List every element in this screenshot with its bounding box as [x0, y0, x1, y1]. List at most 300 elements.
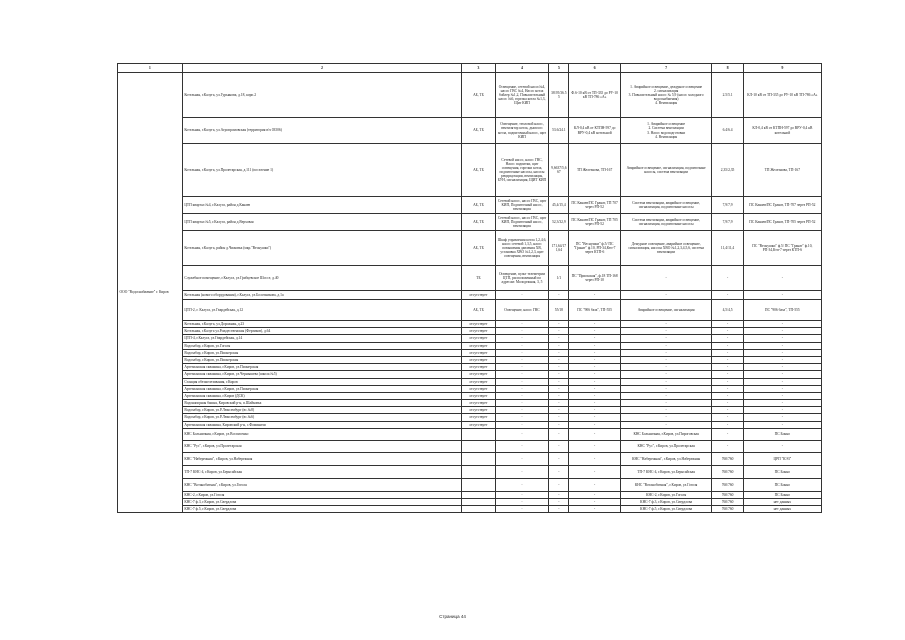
cell-col-2: ТП-7 КНС-4, г.Киров, ул.Бернсайская [182, 465, 461, 478]
cell-col-6: - [569, 321, 620, 328]
cell-col-9: КЛ-10 кВ от ТП-335 до РУ-10 кВ ТП-786 «А» [743, 73, 821, 118]
cell-col-3: АБ, ТБ [462, 144, 496, 197]
cell-col-8: 760/760 [712, 465, 743, 478]
cell-col-2: ЦТП-2, г. Калуга, ул.Гвардейская, д.12 [182, 300, 461, 321]
cell-col-3: АБ, ТБ [462, 73, 496, 118]
table-row [118, 197, 822, 214]
cell-col-5: 45,4/15,4 [549, 197, 569, 214]
cell-col-3: отсутствует [462, 321, 496, 328]
cell-col-6: - [569, 392, 620, 399]
cell-col-2: КНС "Рус", г.Киров, ул.Пролетарская [182, 440, 461, 452]
cell-col-9: ЦРП "КЭЗ" [743, 452, 821, 465]
cell-col-3 [462, 498, 496, 505]
cell-col-7: - [620, 364, 712, 371]
cell-col-9: - [743, 378, 821, 385]
cell-col-5: - [549, 291, 569, 300]
table-body [118, 64, 822, 513]
cell-col-8: - [712, 349, 743, 356]
cell-col-7: ТП-7 КНС-4, г.Киров, ул.Бернсайская [620, 465, 712, 478]
cell-col-2: ЦТП-4, г.Калуга, ул.Гвардейская, д.14 [182, 335, 461, 342]
cell-col-7: - [620, 291, 712, 300]
cell-col-6: ПС Канаев/ПС Гранат, ТП 705 через РП-52 [569, 214, 620, 231]
cell-col-4: Освещение, сетевой насос№4, насос ГВС №4, Насос котла бойлер №1,2, Повысительный насос №6, горелка котла №1,3, Щит КИП [495, 73, 549, 118]
cell-col-2: Водозабор, г.Киров, ул.Р.Люксембург (вс.№6) [182, 414, 461, 421]
cell-col-8: - [712, 407, 743, 414]
cell-col-9: нет данных [743, 498, 821, 505]
cell-col-5: - [549, 342, 569, 349]
cell-col-4: - [495, 440, 549, 452]
cell-col-4: - [495, 335, 549, 342]
table-row [118, 414, 822, 421]
cell-col-2: КНС-2, г.Киров, ул.Гоголя [182, 491, 461, 498]
table-row [118, 392, 822, 399]
cell-col-9: - [743, 328, 821, 335]
cell-col-8: 7,9/7,9 [712, 214, 743, 231]
cell-col-9: - [743, 414, 821, 421]
cell-col-4: Сетевой насос, насос ГВС, щит КИП, Подпиточный насос, вентиляция [495, 197, 549, 214]
cell-col-5: 171,64/171,64 [549, 231, 569, 266]
cell-col-4: - [495, 392, 549, 399]
cell-col-7: 1. Аварийное освещение, дежурное освещение 2. сигнализация 3. Повысительный насос № 5,9 (насос холодного водоснабжения) 4. Вентиляция [620, 73, 712, 118]
cell-col-7: Аварийное освещение, сигнализация [620, 300, 712, 321]
cell-col-7: КНС-2, г.Киров, ул.Гоголя [620, 491, 712, 498]
cell-col-5: 9,6637/5,667 [549, 144, 569, 197]
cell-col-7: - [620, 266, 712, 291]
cell-col-9: - [743, 407, 821, 414]
cell-col-6: ПС Канаев/ПС Гранат, ТП 707 через РП-52 [569, 197, 620, 214]
cell-col-2: КНС "Набережная", г.Киров, ул.Набережная [182, 452, 461, 465]
cell-col-5: - [549, 385, 569, 392]
cell-col-3: ТБ [462, 266, 496, 291]
cell-col-6: - [569, 378, 620, 385]
cell-col-4: - [495, 491, 549, 498]
cell-col-5: 1/1 [549, 266, 569, 291]
table-row [118, 505, 822, 512]
cell-col-4: - [495, 414, 549, 421]
table-row [118, 291, 822, 300]
cell-col-7: - [620, 378, 712, 385]
cell-col-6: - [569, 465, 620, 478]
cell-col-6: ПС "Веснушки" ф.5/ ПС "Гранат" ф.10, РП-34,Ктп-7 через КТП-6 [569, 231, 620, 266]
cell-col-4: - [495, 321, 549, 328]
cell-col-3: отсутствует [462, 335, 496, 342]
page-number: Страница 44 [439, 614, 466, 619]
cell-col-4: - [495, 349, 549, 356]
table-row [118, 465, 822, 478]
cell-col-8: - [712, 342, 743, 349]
cell-col-2: Водонапорная башня, Кировский р-н, п.Шайковка [182, 400, 461, 407]
cell-col-5: - [549, 421, 569, 428]
cell-col-6: КЛ-0,4 кВ от КТПН-597 до ВРУ-0,4 кВ котельной [569, 118, 620, 144]
cell-col-8: - [712, 400, 743, 407]
cell-col-2: Водозабор, г.Киров, ул.Р.Люксембург (вс.№8) [182, 407, 461, 414]
cell-col-3 [462, 440, 496, 452]
cell-col-8: - [712, 328, 743, 335]
table-row [118, 266, 822, 291]
header-cell-4: 4 [495, 64, 549, 73]
cell-col-5: - [549, 335, 569, 342]
cell-col-6: - [569, 335, 620, 342]
table-row [118, 335, 822, 342]
cell-col-9: ПС "Веснушки" ф.5/ ПС "Гранат" ф.10, РП-34,Ктп-7 через КТП-6 [743, 231, 821, 266]
cell-col-5: - [549, 498, 569, 505]
cell-col-7: - [620, 414, 712, 421]
cell-col-9: - [743, 349, 821, 356]
cell-col-4: - [495, 478, 549, 491]
table-row [118, 491, 822, 498]
cell-col-4: - [495, 452, 549, 465]
cell-col-8: 760/760 [712, 498, 743, 505]
table-row [118, 371, 822, 378]
header-cell-2: 2 [182, 64, 461, 73]
cell-col-3 [462, 428, 496, 440]
cell-col-9: - [743, 321, 821, 328]
cell-col-6: ПС "906 база", ТП-555 [569, 300, 620, 321]
cell-col-3 [462, 491, 496, 498]
cell-col-6: - [569, 414, 620, 421]
cell-col-4: - [495, 364, 549, 371]
cell-col-6: - [569, 452, 620, 465]
cell-col-9: ПС Бонно [743, 428, 821, 440]
cell-col-2: Котельная, г.Калуга ул.Рождественская (Ферзиков), д.64 [182, 328, 461, 335]
cell-col-8: 760/760 [712, 505, 743, 512]
cell-col-2: КНС-7 ф.3, г.Киров, ул.Свердлова [182, 498, 461, 505]
cell-col-2: Котельная (нового оборудования), г.Калуга, ул.Болотникова, д.1а [182, 291, 461, 300]
table-row [118, 328, 822, 335]
cell-col-6: - [569, 478, 620, 491]
table-row [118, 214, 822, 231]
cell-col-8: 7,9/7,9 [712, 197, 743, 214]
cell-col-8: 760/760 [712, 452, 743, 465]
cell-col-2: Артезианская скважина, Кировский р-н, с.Фоминичи [182, 421, 461, 428]
cell-col-6: - [569, 291, 620, 300]
cell-col-5: - [549, 505, 569, 512]
cell-col-8: - [712, 421, 743, 428]
cell-col-3: отсутствует [462, 400, 496, 407]
cell-col-5: 55/18 [549, 300, 569, 321]
cell-col-9: ПС Канаев/ПС Гранат, ТП-707 через РП-52 [743, 197, 821, 214]
cell-col-5: - [549, 478, 569, 491]
cell-col-5: - [549, 321, 569, 328]
cell-col-7: - [620, 321, 712, 328]
cell-col-7: - [620, 407, 712, 414]
cell-col-3: АБ, ТБ [462, 118, 496, 144]
cell-col-3: отсутствует [462, 328, 496, 335]
cell-col-7: Дежурное освещение, аварийное освещение, сигнализация, насосы ХВО №1,2,3,4,5,6, система вентиляции [620, 231, 712, 266]
cell-col-8: - [712, 266, 743, 291]
cell-col-3: отсутствует [462, 291, 496, 300]
cell-col-9: ПС Канаев/ПС Гранат, ТП-705 через РП-52 [743, 214, 821, 231]
header-cell-7: 7 [620, 64, 712, 73]
header-cell-9: 9 [743, 64, 821, 73]
header-cell-1: 1 [118, 64, 183, 73]
cell-col-3: АБ, ТБ [462, 197, 496, 214]
cell-col-3: отсутствует [462, 349, 496, 356]
cell-col-2: Водозабор, г.Киров, ул.Пионерская [182, 349, 461, 356]
cell-col-5: - [549, 440, 569, 452]
cell-col-4: - [495, 342, 549, 349]
table-row [118, 118, 822, 144]
cell-col-8: 4,5/4,5 [712, 300, 743, 321]
cell-col-9: КЛ-0,4 кВ от КТПН-597 до ВРУ-0,4 кВ котельной [743, 118, 821, 144]
cell-col-5: - [549, 428, 569, 440]
table-row [118, 356, 822, 363]
cell-col-9: - [743, 440, 821, 452]
cell-col-9: ТП Железнова, ТП-167 [743, 144, 821, 197]
cell-col-4: - [495, 407, 549, 414]
cell-col-8: - [712, 364, 743, 371]
table-row [118, 407, 822, 414]
cell-col-7: - [620, 335, 712, 342]
cell-col-2: Водозабор, г.Киров, ул.Гоголя [182, 342, 461, 349]
cell-col-9: ПС Бонно [743, 491, 821, 498]
cell-col-7: КНС Больничная, г.Киров, ул.Пироговская [620, 428, 712, 440]
cell-col-7: - [620, 371, 712, 378]
cell-col-5: 38.95/36.55 [549, 73, 569, 118]
table-row [118, 421, 822, 428]
cell-col-7: 1. Аварийное освещение 2. Система вентиляции 3. Насос водоподготовки 4. Вентиляция [620, 118, 712, 144]
cell-col-6: - [569, 491, 620, 498]
cell-col-9: - [743, 291, 821, 300]
table-row [118, 73, 822, 118]
cell-col-9: - [743, 342, 821, 349]
cell-col-4: - [495, 385, 549, 392]
cell-col-7: КНС-7 ф.3, г.Киров, ул.Свердлова [620, 498, 712, 505]
cell-col-3: отсутствует [462, 364, 496, 371]
table-row [118, 385, 822, 392]
cell-col-6: ТП Железнова, ТП-167 [569, 144, 620, 197]
cell-col-4: Освещение, пульт телеметрии ЦТП, расположенный по адресам: Молодежная, 3, 5 [495, 266, 549, 291]
cell-col-3: АБ, ТБ [462, 231, 496, 266]
table-row [118, 342, 822, 349]
cell-col-6: - [569, 371, 620, 378]
table-row [118, 231, 822, 266]
cell-col-8: - [712, 321, 743, 328]
table-row [118, 349, 822, 356]
cell-col-7: - [620, 349, 712, 356]
cell-col-2: ЦТП квартал №5, г.Калуга, район д.Верховая [182, 214, 461, 231]
table-row [118, 478, 822, 491]
cell-col-8: 2,35/2,35 [712, 144, 743, 197]
cell-col-7: - [620, 392, 712, 399]
cell-col-2: Станция обезжелезивания, г.Киров [182, 378, 461, 385]
cell-col-2: Артезианская скважина, г.Киров, ул.Чернышева (школа №5) [182, 371, 461, 378]
cell-col-6: Ф.6-10 кВ от ТП-335 до РУ-10 кВ ТП-786 «А» [569, 73, 620, 118]
table-row [118, 452, 822, 465]
table-row [118, 378, 822, 385]
cell-col-9: - [743, 364, 821, 371]
cell-col-2: ЦТП квартал №4, г.Калуга, район д.Канаев [182, 197, 461, 214]
cell-col-7: КНС-7 ф.5, г.Киров, ул.Свердлова [620, 505, 712, 512]
table-row [118, 300, 822, 321]
cell-col-6: - [569, 440, 620, 452]
cell-col-3: отсутствует [462, 378, 496, 385]
cell-col-8: - [712, 385, 743, 392]
table-row [118, 364, 822, 371]
cell-col-8: 2.5/5.1 [712, 73, 743, 118]
cell-col-8: - [712, 428, 743, 440]
cell-col-4: - [495, 371, 549, 378]
cell-col-9: ПС Бонно [743, 465, 821, 478]
cell-col-9: нет данных [743, 505, 821, 512]
cell-col-7: - [620, 385, 712, 392]
header-cell-8: 8 [712, 64, 743, 73]
cell-col-2: Котельная, г.Калуга, ул.Дорожная, д.23 [182, 321, 461, 328]
cell-col-2: Котельная, г.Калуга, ул.Пролетарская, д.111 (поселение 1) [182, 144, 461, 197]
cell-col-4: - [495, 400, 549, 407]
cell-col-6: - [569, 498, 620, 505]
cell-col-6: - [569, 400, 620, 407]
cell-col-4: - [495, 498, 549, 505]
cell-col-7: - [620, 421, 712, 428]
cell-col-8: 6.4/6.4 [712, 118, 743, 144]
cell-col-6: - [569, 505, 620, 512]
cell-col-4: - [495, 328, 549, 335]
cell-col-6: - [569, 356, 620, 363]
cell-col-4: - [495, 356, 549, 363]
table-row [118, 498, 822, 505]
table-row [118, 321, 822, 328]
cell-col-9: - [743, 335, 821, 342]
cell-col-6: - [569, 421, 620, 428]
table-row [118, 440, 822, 452]
cell-col-8: - [712, 291, 743, 300]
header-cell-5: 5 [549, 64, 569, 73]
cell-col-3: отсутствует [462, 392, 496, 399]
cell-col-2: КНС "Вотанобитная", г.Киров, ул.Гоголя [182, 478, 461, 491]
cell-col-2: Водозабор, г.Киров, ул.Пионерская [182, 356, 461, 363]
cell-col-3: АБ, ТБ [462, 300, 496, 321]
cell-col-7: - [620, 328, 712, 335]
cell-col-5: - [549, 400, 569, 407]
cell-col-7: Система вентиляции, аварийное освещение, сигнализация, подпиточные насосы [620, 197, 712, 214]
cell-col-5: 52,3/32,9 [549, 214, 569, 231]
cell-col-8: 11,4/11,4 [712, 231, 743, 266]
cell-col-2: Котельная, г.Калуга, ул.Агропромовская (территория в/ч 03506) [182, 118, 461, 144]
cell-col-8: - [712, 356, 743, 363]
cell-col-5: - [549, 349, 569, 356]
cell-col-3: отсутствует [462, 407, 496, 414]
cell-col-8: - [712, 378, 743, 385]
cell-col-5: - [549, 465, 569, 478]
cell-col-7: КНС "Вотанобитная", г.Киров, ул.Гоголя [620, 478, 712, 491]
cell-col-4: Освещение, тепловой насос, вентилятор котла, дымосос котла, подпиточный насос, щит КИП [495, 118, 549, 144]
cell-col-3: отсутствует [462, 356, 496, 363]
cell-col-7: - [620, 342, 712, 349]
cell-col-8: - [712, 371, 743, 378]
cell-col-2: Котельная, г.Калуга, район д.Чижовка (мкр."Веснушки") [182, 231, 461, 266]
cell-col-7: - [620, 400, 712, 407]
cell-col-5: - [549, 328, 569, 335]
cell-col-2: Артезианская скважина, г.Киров (ДСК) [182, 392, 461, 399]
cell-col-8: - [712, 440, 743, 452]
table-row [118, 144, 822, 197]
cell-col-6: - [569, 385, 620, 392]
cell-col-9: ПС Бонно [743, 478, 821, 491]
cell-col-4: - [495, 421, 549, 428]
cell-col-3: отсутствует [462, 421, 496, 428]
cell-col-4: - [495, 378, 549, 385]
cell-col-8: - [712, 335, 743, 342]
cell-col-4: Сетевой насос, насос ГВС, щит КИП, Подпиточный насос, вентиляция [495, 214, 549, 231]
cell-col-9: ПС "906 база", ТП-555 [743, 300, 821, 321]
cell-col-3: отсутствует [462, 414, 496, 421]
cell-col-3: отсутствует [462, 371, 496, 378]
cell-col-7: - [620, 356, 712, 363]
cell-col-3: АБ, ТБ [462, 214, 496, 231]
cell-col-3: отсутствует [462, 385, 496, 392]
cell-col-5: - [549, 452, 569, 465]
cell-col-5: - [549, 392, 569, 399]
cell-col-9: - [743, 266, 821, 291]
cell-col-5: - [549, 491, 569, 498]
cell-col-3: отсутствует [462, 342, 496, 349]
cell-col-5: - [549, 414, 569, 421]
cell-col-5: - [549, 356, 569, 363]
cell-col-9: - [743, 421, 821, 428]
cell-col-2: Артезианская скважина, г.Киров, ул.Пионерская [182, 385, 461, 392]
data-table [117, 63, 822, 513]
cell-col-6: ПС "Приокская", ф.18 ТП-168 через РП-10 [569, 266, 620, 291]
cell-col-6: - [569, 349, 620, 356]
cell-col-2: Котельная, г.Калуга, ул.Гурьянова, д.18, корп.2 [182, 73, 461, 118]
cell-col-6: - [569, 428, 620, 440]
cell-col-4: Шкаф управления котла 1,2,4,6, насос сетевой 1,3,5, насос повышения давления ХВ, установка ХВО №1,2,3, щит освещения, вентиляция [495, 231, 549, 266]
cell-col-2: КНС-7 ф.5, г.Киров, ул.Свердлова [182, 505, 461, 512]
cell-col-6: - [569, 364, 620, 371]
cell-col-8: - [712, 392, 743, 399]
cell-col-3 [462, 505, 496, 512]
cell-col-2: Служебное помещение, г.Калуга, ул.Грабцевское Шоссе, д.40 [182, 266, 461, 291]
cell-col-4: Сетевой насос, насос ГВС, Насос подпитки, щит освещения, горелки котла, подпиточные насосы, насосы рециркуляции, вентиляция, БУН, сигнализация, ЩИТ КИП [495, 144, 549, 197]
cell-col-2: КНС Больничная, г.Киров, ул.Восписенко [182, 428, 461, 440]
cell-col-5: - [549, 371, 569, 378]
cell-col-5: - [549, 407, 569, 414]
cell-col-8: - [712, 414, 743, 421]
header-row [118, 64, 822, 73]
cell-col-4: - [495, 428, 549, 440]
cell-col-9: - [743, 371, 821, 378]
cell-col-2: Артезианская скважина, г.Киров, ул.Пионерская [182, 364, 461, 371]
cell-col-7: КНС "Набережная", г.Киров, ул.Набережная [620, 452, 712, 465]
cell-col-5: - [549, 364, 569, 371]
cell-col-4: - [495, 291, 549, 300]
header-cell-3: 3 [462, 64, 496, 73]
table-row [118, 428, 822, 440]
cell-col-4: Освещение, насос ГВС [495, 300, 549, 321]
cell-col-4: - [495, 505, 549, 512]
cell-col-6: - [569, 407, 620, 414]
cell-col-5: 53.6/24.1 [549, 118, 569, 144]
table-row [118, 400, 822, 407]
cell-col-6: - [569, 328, 620, 335]
cell-col-8: 760/760 [712, 491, 743, 498]
cell-col-3 [462, 478, 496, 491]
cell-col-9: - [743, 385, 821, 392]
cell-col-5: - [549, 378, 569, 385]
cell-col-9: - [743, 400, 821, 407]
cell-col-4: - [495, 465, 549, 478]
cell-col-8: 760/760 [712, 478, 743, 491]
cell-col-7: Аварийное освещение, сигнализация, подпиточные насосы, система вентиляции [620, 144, 712, 197]
cell-col-6: - [569, 342, 620, 349]
cell-col-9: - [743, 392, 821, 399]
organization-cell: ООО "Водоснабжение" г. Киров [118, 73, 183, 513]
header-cell-6: 6 [569, 64, 620, 73]
cell-col-9: - [743, 356, 821, 363]
cell-col-7: КНС "Рус", г.Киров, ул.Пролетарская [620, 440, 712, 452]
cell-col-3 [462, 452, 496, 465]
